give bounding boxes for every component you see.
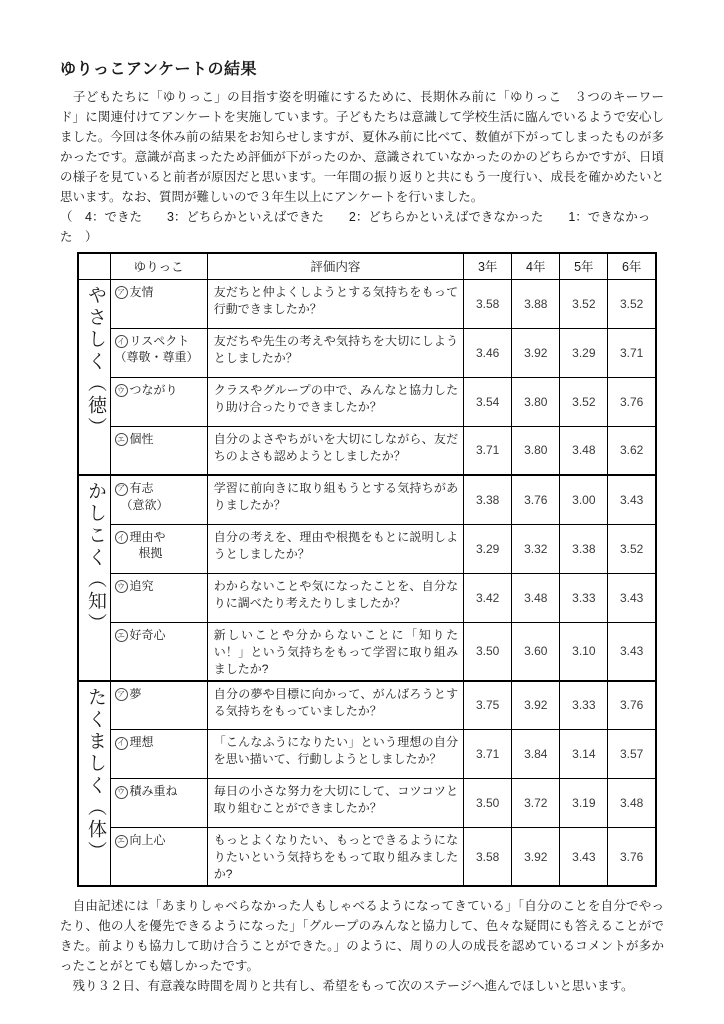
question-cell: 学習に前向きに取り組もうとする気持ちがありましたか？ — [207, 475, 463, 524]
table-row — [78, 524, 656, 573]
results-table — [77, 252, 657, 887]
item-cell — [110, 828, 207, 887]
score-cell: 3.76 — [608, 828, 656, 887]
score-cell: 3.43 — [608, 475, 656, 524]
item-name: 好奇心 — [129, 627, 166, 642]
circled-letter-badge: エ — [115, 835, 128, 848]
group-label-text: たくましく（体） — [85, 686, 106, 863]
table-row — [78, 779, 656, 828]
item-name: 向上心 — [129, 833, 166, 847]
item-cell — [110, 779, 207, 828]
score-cell: 3.38 — [464, 475, 512, 524]
scale-legend: （ 4：できた 3：どちらかといえばできた 2：どちらかといえばできなかった 1：できなかった ） — [60, 210, 651, 244]
score-cell: 3.33 — [560, 681, 608, 730]
page-title: ゆりっこアンケートの結果 — [60, 61, 258, 78]
item-name: 個性 — [129, 431, 154, 446]
question-cell: もっとよくなりたい、もっとできるようになりたいという気持ちをもって取り組みましたか? — [207, 828, 463, 887]
question-cell: 「こんなふうになりたい」という理想の自分を思い描いて、行動しようとしましたか？ — [207, 730, 463, 779]
item-cell — [110, 622, 207, 681]
score-cell: 3.58 — [464, 279, 512, 328]
table-row — [78, 573, 656, 622]
item-cell — [110, 681, 207, 730]
item-name: リスペクト — [129, 333, 190, 348]
question-cell: 友だちと仲よくしようとする気持ちをもって行動できましたか？ — [207, 279, 463, 328]
score-cell: 3.52 — [560, 377, 608, 426]
table-row — [78, 475, 656, 524]
header-keyword: ゆりっこ — [110, 253, 207, 279]
table-row — [78, 681, 656, 730]
question-cell: 友だちや先生の考えや気持ちを大切にしようとしましたか？ — [207, 328, 463, 377]
item-name: 有志 — [129, 481, 154, 495]
item-name: 理由や — [129, 529, 166, 544]
group-label-tai — [78, 681, 110, 887]
score-cell: 3.57 — [608, 730, 656, 779]
table-row — [78, 279, 656, 328]
score-cell: 3.76 — [512, 475, 560, 524]
header-grade-4: 4年 — [512, 253, 560, 279]
score-cell: 3.75 — [464, 681, 512, 730]
circled-letter-badge: ウ — [115, 786, 128, 799]
question-cell: 自分の夢や目標に向かって、がんばろうとする気持ちをもっていましたか？ — [207, 681, 463, 730]
item-sub: （尊敬・尊重） — [114, 350, 199, 364]
score-cell: 3.43 — [608, 573, 656, 622]
question-cell: わからないことや気になったことを、自分なりに調べたり考えたりしましたか？ — [207, 573, 463, 622]
closing-paragraph-1: 自由記述には「あまりしゃべらなかった人もしゃべるようになってきている」「自分のことを自分でやったり、他の人を優先できるようになった」「グループのみんなと協力して、色々な疑問にも答えることができた。前よりも協力して助け合うことができた。」のように、周りの人の成長を認めているコメントが多かったことがとても嬉しかったです。 — [60, 899, 664, 973]
item-cell — [110, 573, 207, 622]
score-cell: 3.71 — [464, 730, 512, 779]
circled-letter-badge: ア — [115, 483, 128, 496]
table-row — [78, 426, 656, 475]
table-row — [78, 622, 656, 681]
table-row — [78, 730, 656, 779]
score-cell: 3.92 — [512, 681, 560, 730]
score-cell: 3.29 — [560, 328, 608, 377]
score-cell: 3.76 — [608, 681, 656, 730]
score-cell: 3.42 — [464, 573, 512, 622]
score-cell: 3.71 — [464, 426, 512, 475]
item-cell — [110, 426, 207, 475]
header-content: 評価内容 — [207, 253, 463, 279]
item-name: 友情 — [129, 284, 154, 299]
score-cell: 3.43 — [560, 828, 608, 887]
score-cell: 3.50 — [464, 622, 512, 681]
score-cell: 3.19 — [560, 779, 608, 828]
header-corner-cell — [78, 253, 110, 279]
table-row — [78, 828, 656, 887]
score-cell: 3.54 — [464, 377, 512, 426]
score-cell: 3.10 — [560, 622, 608, 681]
score-cell: 3.50 — [464, 779, 512, 828]
item-name: 理想 — [129, 735, 154, 749]
score-cell: 3.58 — [464, 828, 512, 887]
score-cell: 3.32 — [512, 524, 560, 573]
question-cell: 新しいことや分からないことに「知りたい！」という気持ちをもって学習に取り組みましたか? — [207, 622, 463, 681]
item-sub: （意欲） — [114, 497, 169, 512]
score-cell: 3.80 — [512, 377, 560, 426]
score-cell: 3.92 — [512, 828, 560, 887]
circled-letter-badge: ウ — [115, 384, 128, 397]
score-cell: 3.29 — [464, 524, 512, 573]
table-header-row — [78, 253, 656, 279]
circled-letter-badge: イ — [115, 531, 128, 544]
score-cell: 3.84 — [512, 730, 560, 779]
item-cell — [110, 475, 207, 524]
score-cell: 3.62 — [608, 426, 656, 475]
score-cell: 3.80 — [512, 426, 560, 475]
question-cell: 毎日の小さな努力を大切にして、コツコツと取り組むことができましたか？ — [207, 779, 463, 828]
item-cell — [110, 279, 207, 328]
score-cell: 3.33 — [560, 573, 608, 622]
item-cell — [110, 377, 207, 426]
item-sub: 根拠 — [114, 546, 163, 560]
score-cell: 3.52 — [560, 279, 608, 328]
group-label-chi — [78, 475, 110, 681]
item-name: 夢 — [129, 686, 142, 701]
score-cell: 3.72 — [512, 779, 560, 828]
question-cell: 自分のよさやちがいを大切にしながら、友だちのよさも認めようとしましたか？ — [207, 426, 463, 475]
score-cell: 3.38 — [560, 524, 608, 573]
circled-letter-badge: ウ — [115, 580, 128, 593]
score-cell: 3.76 — [608, 377, 656, 426]
circled-letter-badge: エ — [115, 629, 128, 642]
table-row — [78, 377, 656, 426]
score-cell: 3.48 — [608, 779, 656, 828]
score-cell: 3.14 — [560, 730, 608, 779]
item-cell — [110, 730, 207, 779]
score-cell: 3.92 — [512, 328, 560, 377]
question-cell: クラスやグループの中で、みんなと協力したり助け合ったりできましたか？ — [207, 377, 463, 426]
circled-letter-badge: ア — [115, 286, 128, 299]
score-cell: 3.00 — [560, 475, 608, 524]
circled-letter-badge: ア — [115, 688, 128, 701]
score-cell: 3.43 — [608, 622, 656, 681]
closing-paragraph-2: 残り３２日、有意義な時間を周りと共有し、希望をもって次のステージへ進んでほしいと思います。 — [60, 979, 634, 993]
score-cell: 3.48 — [512, 573, 560, 622]
score-cell: 3.71 — [608, 328, 656, 377]
circled-letter-badge: イ — [115, 737, 128, 750]
item-cell — [110, 524, 207, 573]
circled-letter-badge: イ — [115, 335, 128, 348]
score-cell: 3.48 — [560, 426, 608, 475]
score-cell: 3.52 — [608, 279, 656, 328]
header-grade-5: 5年 — [560, 253, 608, 279]
group-label-text: やさしく（徳） — [85, 284, 106, 439]
score-cell: 3.88 — [512, 279, 560, 328]
intro-paragraph: 子どもたちに「ゆりっこ」の目指す姿を明確にするために、長期休み前に「ゆりっこ ３つのキーワード」に関連付けてアンケートを実施しています。子どもたちは意識して学校生活に臨んでいるようで安心しました。今回は冬休み前の結果をお知らせしますが、夏休み前に比べて、数値が下がってしまったものが多かったです。意識が高まったため評価が下がったのか、意識されていなかったのかのどちらかですが、日頃の様子を見ていると前者が原因だと思います。一年間の振り返りと共にもう一度行い、成長を確かめたいと思います。なお、質問が難しいので３年生以上にアンケートを行いました。 — [60, 90, 664, 204]
header-grade-6: 6年 — [608, 253, 656, 279]
score-cell: 3.60 — [512, 622, 560, 681]
score-cell: 3.46 — [464, 328, 512, 377]
item-name: 積み重ね — [129, 784, 178, 798]
question-cell: 自分の考えを、理由や根拠をもとに説明しようとしましたか？ — [207, 524, 463, 573]
item-name: つながり — [129, 382, 178, 397]
header-grade-3: 3年 — [464, 253, 512, 279]
item-name: 追究 — [129, 578, 154, 593]
circled-letter-badge: エ — [115, 433, 128, 446]
score-cell: 3.52 — [608, 524, 656, 573]
item-cell — [110, 328, 207, 377]
group-label-text: かしこく（知） — [85, 481, 106, 635]
table-row — [78, 328, 656, 377]
group-label-toku — [78, 279, 110, 475]
